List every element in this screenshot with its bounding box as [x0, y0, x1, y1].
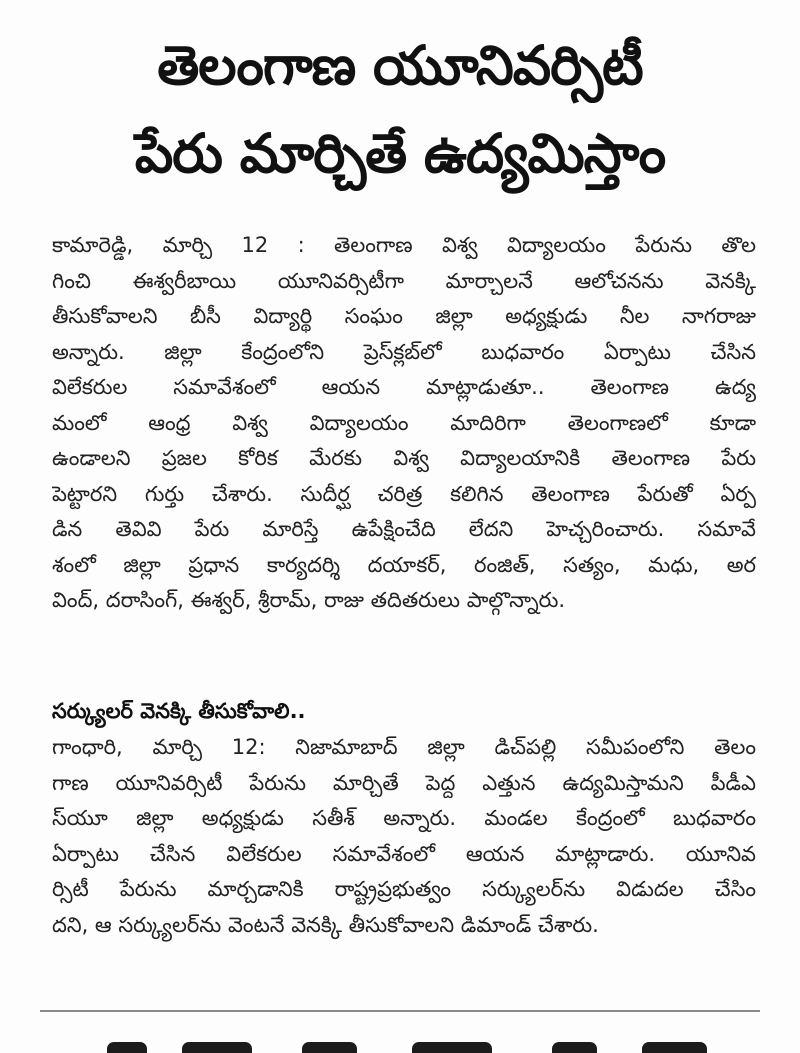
article-line: గాణ యూనివర్సిటీ పేరును మార్చితే పెద్ద ఎత్తున ఉద్యమిస్తామని పీడీఎ	[52, 770, 756, 795]
section-divider	[40, 1010, 760, 1012]
article-line: ఉండాలని ప్రజల కోరిక మేరకు విశ్వ విద్యాలయానికి తెలంగాణ పేరు	[52, 446, 756, 470]
article-body-1	[52, 228, 756, 619]
article-line: అన్నారు. జిల్లా కేంద్రంలోని ప్రెస్‌క్లబ్‌లో బుధవారం ఏర్పాటు చేసిన	[52, 339, 756, 364]
article-line: ర్సిటీ పేరును మార్చడానికి రాష్ట్రప్రభుత్వం సర్క్యులర్‌ను విడుదల చేసిం	[52, 877, 756, 901]
article-body-2	[52, 730, 756, 943]
cropped-next-headline	[52, 1038, 756, 1053]
headline-line-2: పేరు మార్చితే ఉద్యమిస్తాం	[134, 122, 666, 185]
article-line: డిన తెవివి పేరు మారిస్తే ఉపేక్షించేది లేదని హెచ్చరించారు. సమావే	[52, 517, 756, 541]
article-line: గించి ఈశ్వరీబాయి యూనివర్సిటీగా మార్చాలనే ఆలోచనను వెనక్కి	[52, 268, 756, 293]
article-line: వింద్, దరాసింగ్, ఈశ్వర్, శ్రీరామ్, రాజు తదితరులు పాల్గొన్నారు.	[52, 588, 566, 612]
cropped-glyph	[302, 1042, 357, 1053]
article-line: శంలో జిల్లా ప్రధాన కార్యదర్శి దయాకర్, రంజిత్, సత్యం, మధు, అర	[52, 552, 756, 577]
headline-line-1: తెలంగాణ యూనివర్సిటీ	[157, 34, 643, 97]
article-line: స్‌యూ జిల్లా అధ్యక్షుడు సతీశ్ అన్నారు. మండల కేంద్రంలో బుధవారం	[52, 806, 756, 830]
article-line: ఏర్పాటు చేసిన విలేకరుల సమావేశంలో ఆయన మాట్లాడారు. యూనివ	[52, 841, 756, 866]
article-line: దని, ఆ సర్క్యులర్‌ను వెంటనే వెనక్కి తీసుకోవాలని డిమాండ్ చేశారు.	[52, 912, 599, 937]
article-line: కామారెడ్డి, మార్చి 12 : తెలంగాణ విశ్వ విద్యాలయం పేరును తొల	[52, 233, 756, 257]
cropped-glyph	[642, 1042, 707, 1053]
article-line: మంలో ఆంధ్ర విశ్వ విద్యాలయం మాదిరిగా తెలంగాణలో కూడా	[52, 410, 756, 435]
article-line: విలేకరుల సమావేశంలో ఆయన మాట్లాడుతూ.. తెలంగాణ ఉద్య	[52, 375, 756, 399]
cropped-glyph	[412, 1042, 492, 1053]
cropped-glyph	[107, 1042, 147, 1053]
cropped-glyph	[182, 1042, 252, 1053]
cropped-glyph	[552, 1042, 597, 1053]
subheading: సర్క్యులర్ వెనక్కి తీసుకోవాలి..	[52, 699, 306, 723]
article-line: పెట్టారని గుర్తు చేశారు. సుదీర్ఘ చరిత్ర కలిగిన తెలంగాణ పేరుతో ఏర్ప	[52, 481, 756, 506]
article-line: గాంధారి, మార్చి 12: నిజామాబాద్ జిల్లా డిచ్‌పల్లి సమీపంలోని తెలం	[52, 735, 756, 759]
article-line: తీసుకోవాలని బీసీ విద్యార్థి సంఘం జిల్లా అధ్యక్షుడు నీల నాగరాజు	[52, 304, 756, 328]
